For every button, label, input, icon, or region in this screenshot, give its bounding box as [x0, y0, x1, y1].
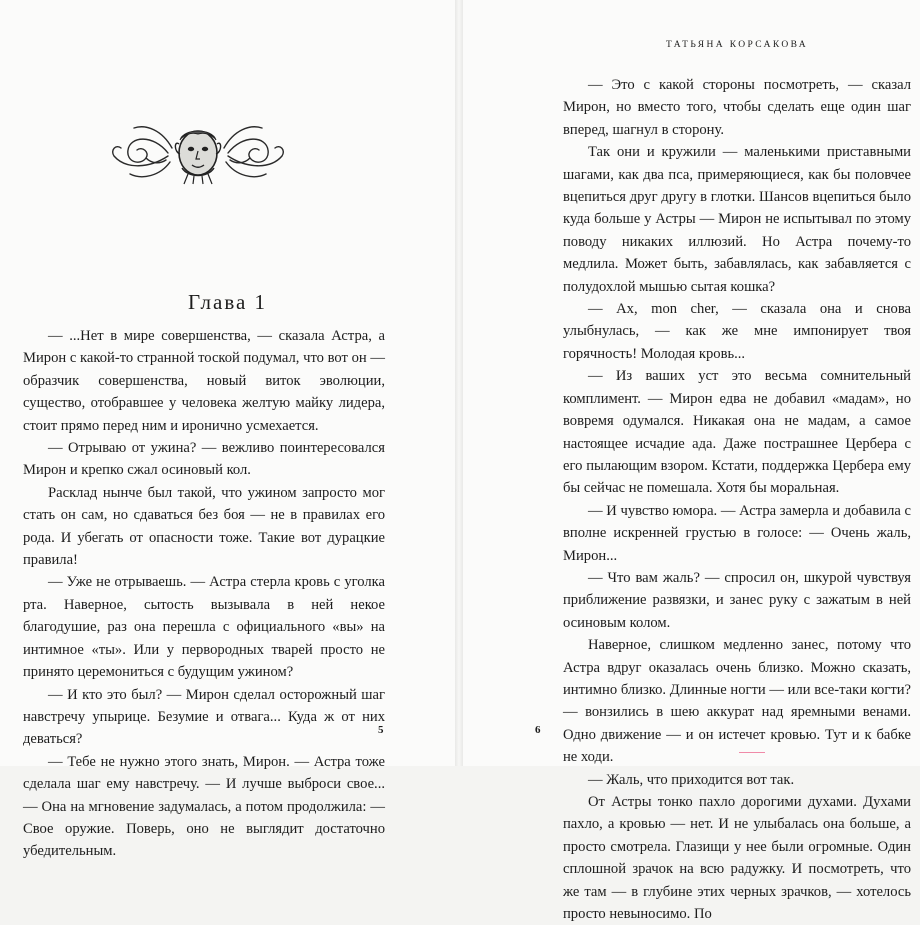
right-page-text: [563, 74, 911, 925]
chapter-title: Глава 1: [187, 290, 268, 314]
paragraph: Расклад нынче был такой, что ужином запросто мог стать он сам, но сдаваться без боя — не в правилах его рода. И убегать от опасности тоже. Такие вот дурацкие правила!: [23, 484, 385, 569]
paragraph: От Астры тонко пахло дорогими духами. Духами пахло, а кровью — нет. И не улыбалась она больше, а просто смотрела. Глазищи у нее были огромные. Один сплошной зрачок на всю радужку. И посмотреть, что же там — в глубине этих черных зрачков, — хотелось просто невыносимо. По: [563, 794, 911, 923]
paragraph: — Тебе не нужно этого знать, Мирон. — Астра тоже сделала шаг ему навстречу. — И лучше выброси свое... — Она на мгновение задумалась, а потом продолжила: — Свое оружие. Поверь, оно не выглядит достаточно убедительным.: [23, 753, 385, 860]
paragraph: — Ах, mon cher, — сказала она и снова улыбнулась, — как же мне импонирует твоя горячность! Молодая кровь...: [563, 301, 911, 362]
paragraph: — Жаль, что приходится вот так.: [588, 771, 795, 788]
right-page: [463, 0, 920, 923]
page-number: 5: [378, 724, 384, 736]
paragraph: — Это с какой стороны посмотреть, — сказал Мирон, но вместо того, чтобы сделать еще один шаг вперед, шагнул в сторону.: [563, 77, 911, 138]
page-number: 6: [535, 724, 541, 736]
book-gutter: [455, 0, 463, 766]
left-page-text: [23, 325, 385, 863]
pink-marker: [739, 752, 765, 753]
left-page: [0, 0, 455, 860]
paragraph: — Что вам жаль? — спросил он, шкурой чувствуя приближение развязки, и занес руку с зажатым в ней осиновым колом.: [563, 569, 911, 631]
paragraph: — Из ваших уст это весьма сомнительный комплимент. — Мирон едва не добавил «мадам», но вовремя одумался. Никакая она не мадам, а самое настоящее исчадие ада. Даже пострашнее Цербера с его пылающим взором. Кстати, поддержка Цербера ему бы сейчас не помешала. Хотя бы моральная.: [563, 368, 911, 497]
paragraph: Наверное, слишком медленно занес, потому что Астра вдруг оказалась очень близко. Можно сказать, интимно близко. Длинные ногти — или все-таки когти? — вонзились в шею аккурат над яремными венами. Одно движение — и он истечет кровью. Тут и к бабке не ходи.: [563, 637, 911, 766]
paragraph: — Отрываю от ужина? — вежливо поинтересовался Мирон и крепко сжал осиновый кол.: [23, 440, 385, 479]
running-head: ТАТЬЯНА КОРСАКОВА: [666, 40, 808, 50]
paragraph: — И кто это был? — Мирон сделал осторожный шаг навстречу упырице. Безумие и отвага... Куда ж от них деваться?: [23, 686, 385, 748]
paragraph: — ...Нет в мире совершенства, — сказала Астра, а Мирон с какой-то странной тоской подумал, что вот он — образчик совершенства, новый виток эволюции, существо, отобравшее у человека желтую майку лидера, стоит прямо перед ним и иронично усмехается.: [23, 328, 385, 434]
cherub-head-ornament-icon: [108, 120, 288, 186]
paragraph: — И чувство юмора. — Астра замерла и добавила с вполне искренней грустью в голосе: — Очень жаль, Мирон...: [563, 502, 911, 564]
paragraph: — Уже не отрываешь. — Астра стерла кровь с уголка рта. Наверное, сытость вызывала в ней некое благодушие, раз она перешла с официального «вы» на интимное «ты». Или у первородных тварей просто не принято церемониться с будущим ужином?: [23, 574, 385, 681]
paragraph: Так они и кружили — маленькими приставными шагами, как два пса, примеряющиеся, как бы половчее вцепиться друг другу в глотки. Шансов вцепиться было куда больше у Астры — Мирон не испытывал по этому поводу никаких иллюзий. Но Астра почему-то медлила. Может быть, забавлялась, как забавляется с полудохлой мышью сытая кошка?: [563, 144, 911, 295]
